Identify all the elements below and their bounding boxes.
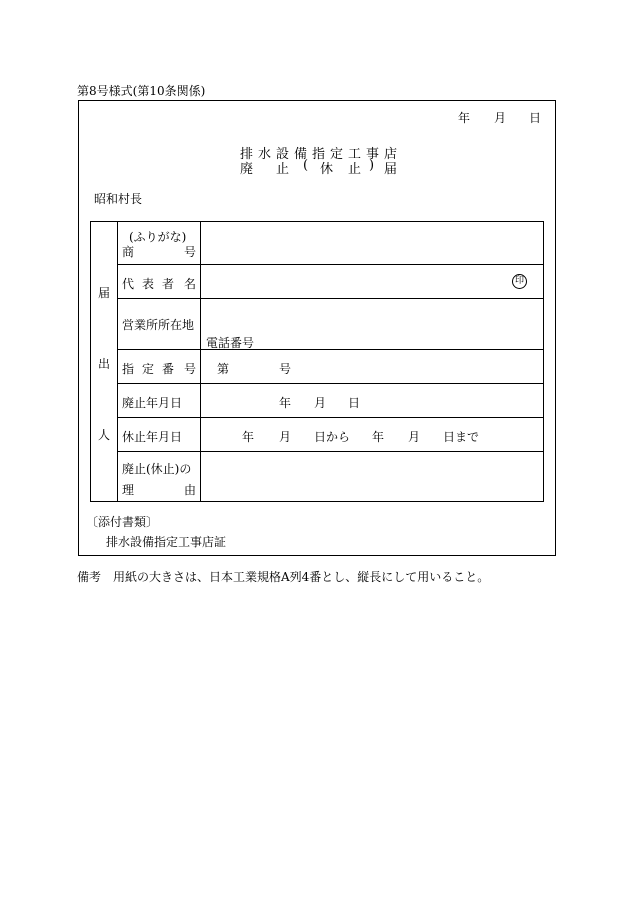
- title-char: 定: [330, 147, 344, 162]
- office-address-label: 営業所所在地: [122, 318, 195, 332]
- date-month-label: 月: [494, 111, 507, 125]
- trade-name-field[interactable]: [201, 222, 543, 263]
- suspend-date-label: 休止年月日: [122, 430, 183, 444]
- representative-char: 者: [162, 277, 175, 291]
- date-day-label: 日: [529, 111, 542, 125]
- suspend-date-field[interactable]: [201, 418, 543, 450]
- trade-name-char: 号: [184, 245, 197, 259]
- representative-char: 名: [184, 277, 197, 291]
- abolish-date-unit: 月: [314, 396, 327, 410]
- abolish-date-unit: 年: [279, 396, 292, 410]
- title-char: ): [369, 158, 375, 173]
- title-char: 店: [384, 147, 398, 162]
- designation-no-char: 指: [122, 362, 135, 376]
- applicant-vertical-char: 届: [98, 286, 111, 300]
- abolish-date-field[interactable]: [201, 384, 543, 416]
- trade-name-char: 商: [122, 245, 135, 259]
- title-char: 止: [276, 162, 290, 177]
- attachment-item: 排水設備指定工事店証: [106, 535, 227, 549]
- office-address-field[interactable]: [201, 299, 543, 348]
- representative-char: 代: [122, 277, 135, 291]
- title-char: 工: [348, 147, 362, 162]
- reason-label-line1: 廃止(休止)の: [122, 462, 192, 476]
- suspend-date-unit: 年: [242, 430, 255, 444]
- suspend-date-unit: 日まで: [443, 430, 480, 444]
- seal-mark: 印: [512, 274, 527, 289]
- representative-char: 表: [142, 277, 155, 291]
- applicant-vertical-char: 出: [98, 357, 111, 371]
- title-char: 休: [320, 162, 334, 177]
- designation-no-char: 番: [162, 362, 175, 376]
- phone-number-label: 電話番号: [206, 336, 255, 350]
- title-char: 廃: [240, 162, 254, 177]
- title-char: 水: [258, 147, 272, 162]
- attachments-label: 〔添付書類〕: [86, 515, 159, 529]
- remarks-note: 備考 用紙の大きさは、日本工業規格A列4番とし、縦長にして用いること。: [77, 570, 490, 584]
- representative-field[interactable]: [201, 265, 543, 297]
- title-char: 備: [294, 147, 308, 162]
- suspend-date-unit: 月: [279, 430, 292, 444]
- designation-no-char: 定: [142, 362, 155, 376]
- reason-label-char: 由: [184, 483, 197, 497]
- title-char: 届: [384, 162, 398, 177]
- suspend-date-unit: 年: [372, 430, 385, 444]
- designation-value-char: 第: [217, 362, 230, 376]
- designation-no-field[interactable]: [201, 350, 543, 382]
- title-char: 設: [276, 147, 290, 162]
- title-char: 指: [312, 147, 326, 162]
- title-char: 排: [240, 147, 254, 162]
- reason-label-char: 理: [122, 483, 135, 497]
- designation-value-char: 号: [279, 362, 292, 376]
- abolish-date-label: 廃止年月日: [122, 396, 183, 410]
- addressee: 昭和村長: [94, 192, 143, 206]
- title-char: (: [303, 158, 309, 173]
- reason-field[interactable]: [201, 452, 543, 501]
- title-char: 事: [366, 147, 380, 162]
- furigana-label: (ふりがな): [129, 230, 187, 244]
- designation-no-char: 号: [184, 362, 197, 376]
- title-char: 止: [348, 162, 362, 177]
- applicant-vertical-char: 人: [98, 428, 111, 442]
- date-year-label: 年: [458, 111, 471, 125]
- abolish-date-unit: 日: [348, 396, 361, 410]
- form-number-label: 第8号様式(第10条関係): [77, 84, 206, 98]
- suspend-date-unit: 月: [408, 430, 421, 444]
- suspend-date-unit: 日から: [314, 430, 351, 444]
